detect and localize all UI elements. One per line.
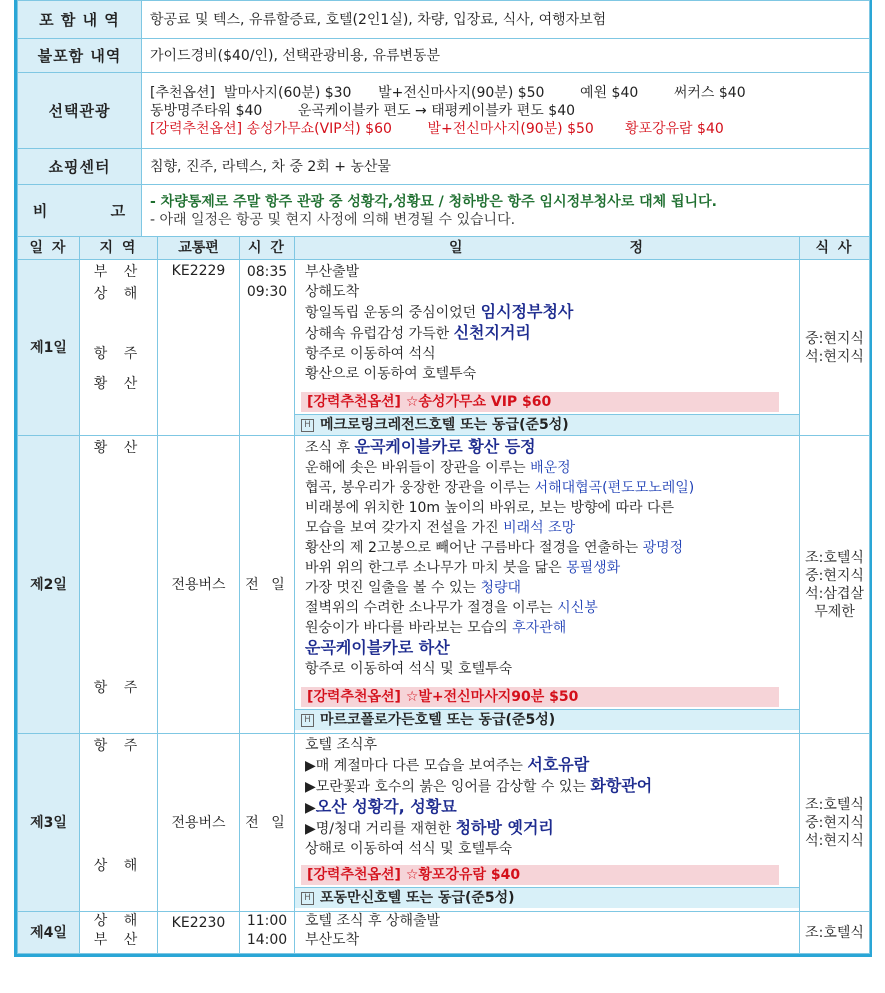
- meal-item: 중:현지식: [805, 567, 864, 584]
- day-schedule: [295, 260, 800, 436]
- hotel-bar: [295, 887, 799, 908]
- day-row-1: [18, 260, 870, 436]
- time-value: 14:00: [246, 932, 288, 948]
- schedule-line: [295, 262, 799, 282]
- schedule-lines: [295, 260, 799, 390]
- day-label: 제1일: [18, 260, 80, 436]
- place-spacer: [80, 326, 157, 342]
- optional-label: 선택관광: [18, 73, 142, 149]
- line-subhighlight: 배운정: [530, 460, 571, 476]
- schedule-line: [295, 437, 799, 458]
- day-row-2: [18, 436, 870, 734]
- place-name: 상 해: [93, 286, 144, 302]
- schedule-table: [17, 236, 870, 954]
- time-value: 09:30: [246, 284, 288, 300]
- line-highlight: 청하방 옛거리: [455, 818, 554, 837]
- place-name: 상 해: [93, 858, 144, 874]
- hotel-name: 포동만신호텔 또는 동급(준5성): [320, 890, 515, 906]
- shopping-value: 침향, 진주, 라텍스, 차 중 2회 + 농산물: [142, 149, 870, 185]
- line-highlight: 화항관어: [590, 776, 653, 795]
- schedule-line: [295, 518, 799, 538]
- place-spacer: [80, 304, 157, 326]
- schedule-line: [295, 755, 799, 776]
- line-text: 원숭이가 바다를 바라보는 모습의: [305, 620, 513, 636]
- meal-item: 중:현지식: [805, 814, 864, 831]
- schedule-line: [295, 797, 799, 818]
- line-text: ▶명/청대 거리를 재현한: [305, 821, 456, 837]
- day-times: [240, 260, 295, 436]
- schedule-line: [295, 659, 799, 679]
- line-text: ▶매 계절마다 다른 모습을 보여주는: [305, 758, 528, 774]
- line-subhighlight: 비래석 조망: [503, 520, 576, 536]
- line-text: ▶모란꽃과 호수의 붉은 잉어를 감상할 수 있는: [305, 779, 591, 795]
- place-name: 부 산: [93, 264, 144, 280]
- place-name: 항 주: [93, 346, 144, 362]
- place-spacer: [80, 364, 157, 372]
- day-transport: 전용버스: [158, 436, 240, 734]
- header-schedule: 일 정: [295, 237, 800, 260]
- place-name: 항 주: [93, 738, 144, 754]
- line-subhighlight: 청량대: [480, 580, 522, 596]
- meal-item: 무제한: [814, 603, 855, 620]
- schedule-line: [295, 364, 799, 384]
- schedule-line: [295, 538, 799, 558]
- itinerary-sheet: [17, 0, 869, 954]
- header-meal: 식 사: [800, 237, 870, 260]
- schedule-line: [295, 735, 799, 755]
- day-label: 제4일: [18, 912, 80, 954]
- line-text: ▶: [305, 800, 316, 816]
- schedule-lines: [295, 734, 799, 863]
- optional-line-3: [강력추천옵션] 송성가무쇼(VIP석) $60 발+전신마사지(90분) $50 황포강유람 $40: [150, 120, 724, 137]
- remark-label: 비 고: [18, 185, 142, 237]
- optional-value: [142, 73, 870, 149]
- schedule-line: [295, 618, 799, 638]
- place-name: 황 산: [93, 440, 144, 456]
- line-text: 부산출발: [305, 264, 360, 280]
- place-name: 황 산: [93, 376, 144, 392]
- day-region: [80, 734, 158, 912]
- day-row-4: [18, 912, 870, 954]
- included-value: 항공료 및 텍스, 유류할증료, 호텔(2인1실), 차량, 입장료, 식사, 여행자보험: [142, 1, 870, 39]
- meal-item: 중:현지식: [805, 330, 864, 347]
- schedule-line: [295, 558, 799, 578]
- line-text: 부산도착: [305, 932, 360, 948]
- day-transport: KE2229: [158, 260, 240, 436]
- option-banner: [강력추천옵션] ☆송성가무쇼 VIP $60: [301, 392, 779, 412]
- line-text: 항주로 이동하여 석식: [305, 346, 436, 362]
- shopping-row: [18, 149, 870, 185]
- meal-item: 조:호텔식: [805, 924, 864, 941]
- line-text: 가장 멋진 일출을 볼 수 있는: [305, 580, 481, 596]
- meal-item: 조:호텔식: [805, 796, 864, 813]
- day-schedule: [295, 734, 800, 912]
- line-text: 항일독립 운동의 중심이었던: [305, 305, 481, 321]
- line-text: 황산으로 이동하여 호텔투숙: [305, 366, 477, 382]
- schedule-line: [295, 302, 799, 323]
- day-meals: [800, 436, 870, 734]
- line-text: 상해로 이동하여 석식 및 호텔투숙: [305, 841, 513, 857]
- hotel-name: 메크로링크레전드호텔 또는 동급(준5성): [320, 417, 569, 433]
- time-value: 08:35: [246, 264, 288, 280]
- included-row: [18, 1, 870, 39]
- hotel-name: 마르코폴로가든호텔 또는 동급(준5성): [320, 712, 556, 728]
- hotel-icon: H: [301, 892, 314, 905]
- schedule-line: [295, 344, 799, 364]
- schedule-line: [295, 498, 799, 518]
- line-text: 항주로 이동하여 석식 및 호텔투숙: [305, 661, 513, 677]
- line-text: 호텔 조식 후 상해출발: [305, 913, 441, 929]
- line-subhighlight: 광명정: [642, 540, 684, 556]
- line-text: 바위 위의 한그루 소나무가 마치 붓을 닮은: [305, 560, 567, 576]
- schedule-line: [295, 638, 799, 659]
- time-value: 11:00: [246, 913, 288, 929]
- day-transport: KE2230: [158, 912, 240, 954]
- line-text: 협곡, 봉우리가 웅장한 장관을 이루는: [305, 480, 535, 496]
- header-region: 지 역: [80, 237, 158, 260]
- excluded-label: 불포함 내역: [18, 39, 142, 73]
- schedule-line: [295, 323, 799, 344]
- day-times: 전 일: [240, 734, 295, 912]
- day-schedule: [295, 912, 800, 954]
- day-region: [80, 436, 158, 734]
- day-times: [240, 912, 295, 954]
- line-subhighlight: 서해대협곡(편도모노레일): [534, 480, 695, 496]
- day-region: [80, 260, 158, 436]
- line-highlight: 임시정부청사: [480, 302, 574, 321]
- optional-row: [18, 73, 870, 149]
- optional-line-1: [추천옵션] 발마사지(60분) $30 발+전신마사지(90분) $50 예원 $40 써커스 $40: [150, 84, 746, 101]
- day-meals: [800, 912, 870, 954]
- line-subhighlight: 시신봉: [557, 600, 598, 616]
- header-day: 일 자: [18, 237, 80, 260]
- day-meals: [800, 734, 870, 912]
- schedule-line: [295, 282, 799, 302]
- line-text: 상해속 유럽감성 가득한: [305, 326, 454, 342]
- hotel-icon: H: [301, 714, 314, 727]
- shopping-label: 쇼핑센터: [18, 149, 142, 185]
- meal-item: 석:삼겹살: [805, 585, 864, 602]
- meal-item: 석:현지식: [805, 832, 864, 849]
- day-times: 전 일: [240, 436, 295, 734]
- line-text: 호텔 조식후: [305, 737, 378, 753]
- header-time: 시 간: [240, 237, 295, 260]
- line-subhighlight: 몽필생화: [566, 560, 621, 576]
- header-transport: 교통편: [158, 237, 240, 260]
- day-region: [80, 912, 158, 954]
- place-name: 부 산: [93, 932, 144, 948]
- line-highlight: 운곡케이블카로 황산 등정: [354, 437, 536, 456]
- line-subhighlight: 후자관해: [512, 620, 567, 636]
- day-label: 제2일: [18, 436, 80, 734]
- schedule-header-row: [18, 237, 870, 260]
- schedule-line: [295, 776, 799, 797]
- schedule-line: [295, 912, 799, 931]
- line-highlight: 운곡케이블카로 하산: [305, 638, 450, 657]
- meal-item: 석:현지식: [805, 348, 864, 365]
- option-banner: [강력추천옵션] ☆발+전신마사지90분 $50: [301, 687, 779, 707]
- meal-item: 조:호텔식: [805, 549, 864, 566]
- day-schedule: [295, 436, 800, 734]
- line-text: 황산의 제 2고봉으로 빼어난 구름바다 절경을 연출하는: [305, 540, 643, 556]
- line-text: 절벽위의 수려한 소나무가 절경을 이루는: [305, 600, 558, 616]
- info-table: [17, 0, 870, 237]
- remark-line-2: - 아래 일정은 항공 및 현지 사정에 의해 변경될 수 있습니다.: [150, 211, 516, 228]
- optional-line-2: 동방명주타워 $40 운곡케이블카 편도 → 태평케이블카 편도 $40: [150, 102, 576, 119]
- line-text: 비래봉에 위치한 10m 높이의 바위로, 보는 방향에 따라 다른: [305, 500, 675, 516]
- included-label: 포 함 내 역: [18, 1, 142, 39]
- hotel-icon: H: [301, 419, 314, 432]
- remark-value: [142, 185, 870, 237]
- remark-line-1: - 차량통제로 주말 항주 관광 중 성황각,성황묘 / 청하방은 항주 임시정부청사로 대체 됩니다.: [150, 193, 717, 210]
- schedule-line: [295, 578, 799, 598]
- itinerary-frame: [14, 0, 872, 957]
- place-name: 항 주: [93, 680, 144, 696]
- schedule-line: [295, 458, 799, 478]
- schedule-line: [295, 839, 799, 859]
- option-banner: [강력추천옵션] ☆황포강유람 $40: [301, 865, 779, 885]
- line-text: 조식 후: [305, 440, 355, 456]
- line-highlight: 신천지거리: [453, 323, 531, 342]
- schedule-line: [295, 478, 799, 498]
- line-text: 상해도착: [305, 284, 360, 300]
- place-name: 상 해: [93, 913, 144, 929]
- day-meals: [800, 260, 870, 436]
- excluded-row: [18, 39, 870, 73]
- excluded-value: 가이드경비($40/인), 선택관광비용, 유류변동분: [142, 39, 870, 73]
- hotel-bar: [295, 709, 799, 730]
- day-label: 제3일: [18, 734, 80, 912]
- line-text: 운해에 솟은 바위들이 장관을 이루는: [305, 460, 531, 476]
- line-highlight: 오산 성황각, 성황묘: [315, 797, 457, 816]
- day-transport: 전용버스: [158, 734, 240, 912]
- hotel-bar: [295, 414, 799, 435]
- schedule-line: [295, 598, 799, 618]
- line-highlight: 서호유람: [527, 755, 590, 774]
- line-text: 모습을 보여 갖가지 전설을 가진: [305, 520, 504, 536]
- day-row-3: [18, 734, 870, 912]
- remark-row: [18, 185, 870, 237]
- schedule-line: [295, 931, 799, 950]
- schedule-lines: [295, 436, 799, 685]
- schedule-line: [295, 818, 799, 839]
